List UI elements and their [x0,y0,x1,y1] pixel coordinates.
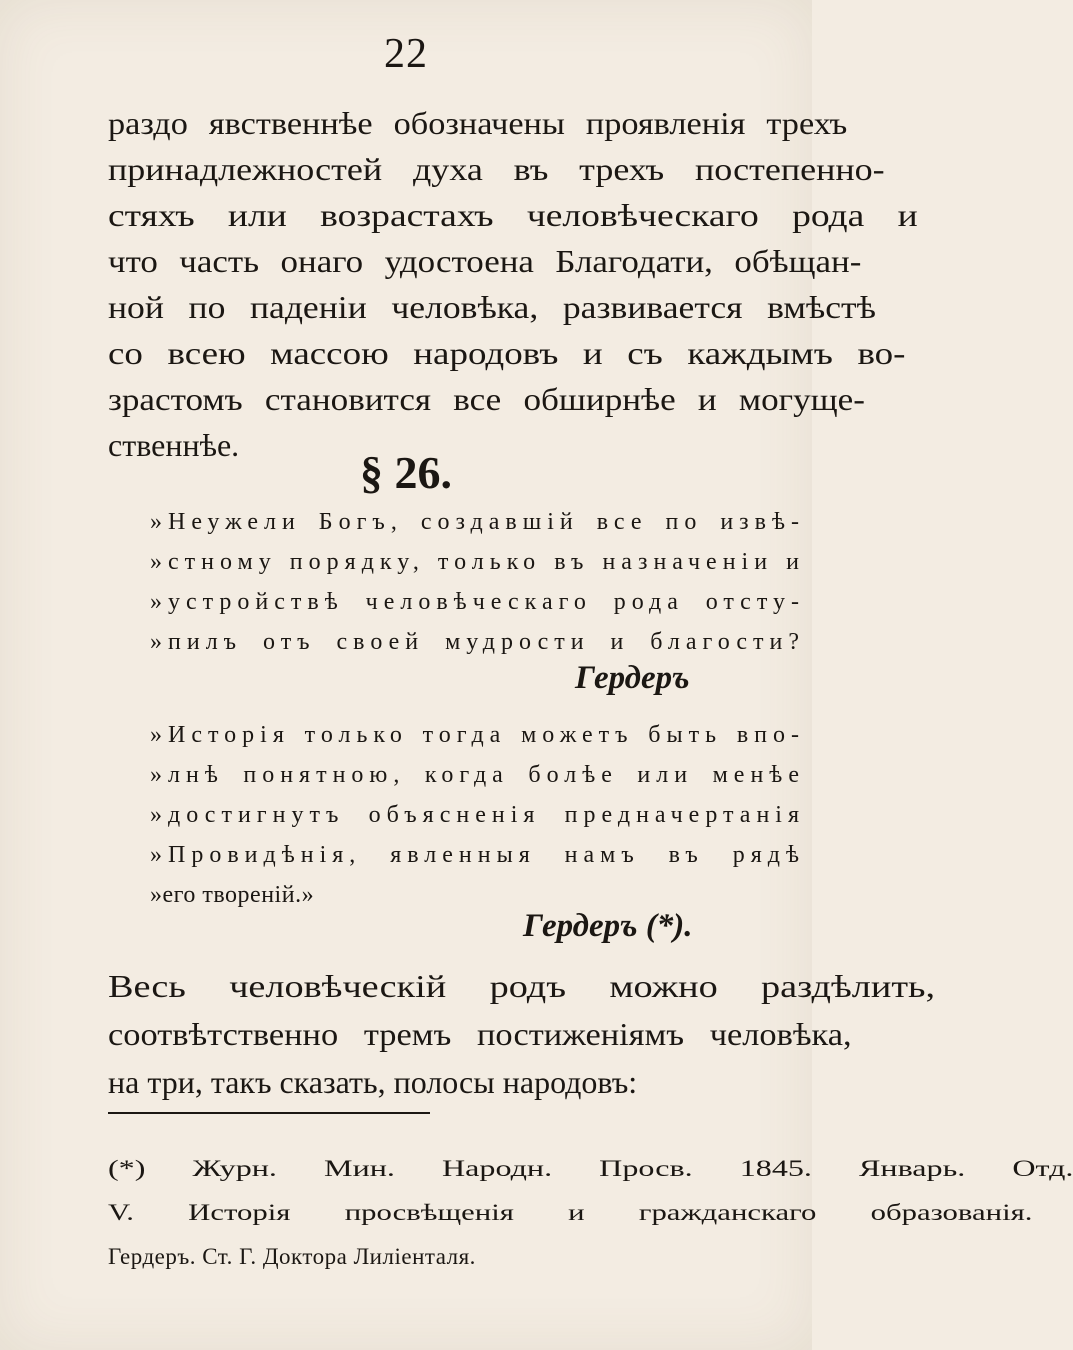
body-line: принадлежностей духа въ трехъ постепенно- [108,151,885,187]
quote-line: »Исторія только тогда можетъ быть впо- [150,722,805,748]
footnote-line: V. Исторія просвѣщенія и гражданскаго образованія. [108,1200,1033,1225]
quote-line: »Провидѣнія, явленныя намъ въ рядѣ [150,842,805,868]
body-line: соотвѣтственно тремъ постиженіямъ человѣка, [108,1016,852,1052]
body-line: стяхъ или возрастахъ человѣческаго рода и [108,197,918,233]
epigraph-quote-2 [150,715,805,915]
quote-line: »его твореній.» [150,882,315,908]
body-line: ной по паденіи человѣка, развивается вмѣстѣ [108,289,876,325]
quote-line: »лнѣ понятною, когда болѣе или менѣе [150,762,805,788]
footnote-line: Гердеръ. Ст. Г. Доктора Лиліенталя. [108,1244,476,1269]
quote-line: »стному порядку, только въ назначеніи и [150,549,805,575]
body-line: со всею массою народовъ и съ каждымъ во- [108,335,906,371]
quote-attribution-2: Гердеръ (*). [523,908,693,944]
epigraph-quote-1 [150,502,805,662]
footnote [108,1147,1073,1279]
page-number: 22 [384,31,428,77]
section-heading: § 26. [360,447,452,498]
body-line: Весь человѣческій родъ можно раздѣлить, [108,968,936,1004]
body-line: раздо явственнѣе обозначены проявленія трехъ [108,105,848,141]
conclusion-paragraph [108,962,936,1106]
body-line: что часть онаго удостоена Благодати, обѣщан- [108,243,862,279]
body-line: ственнѣе. [108,427,240,463]
footnote-line: (*) Журн. Мин. Народн. Просв. 1845. Январь. Отд. [108,1156,1073,1181]
quote-line: »Неужели Богъ, создавшій все по извѣ- [150,509,805,535]
quote-line: »достигнутъ объясненія предначертанія [150,802,805,828]
quote-line: »пилъ отъ своей мудрости и благости? [150,629,805,655]
body-line: зрастомъ становится все обширнѣе и могуще- [108,381,865,417]
body-paragraph [108,100,918,468]
quote-attribution-1: Гердеръ [575,660,690,696]
footnote-divider [108,1112,430,1114]
body-line: на три, такъ сказать, полосы народовъ: [108,1064,638,1100]
quote-line: »устройствѣ человѣческаго рода отсту- [150,589,805,615]
